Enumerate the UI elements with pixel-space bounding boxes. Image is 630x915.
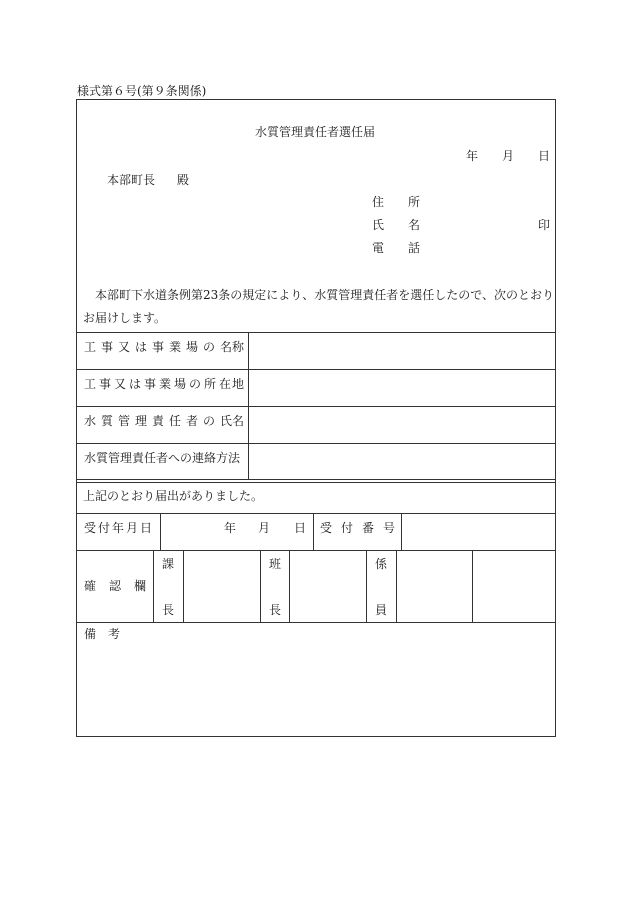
remarks-label-char: 備 <box>84 627 97 641</box>
receipt-date-label-char: 付 <box>98 521 111 535</box>
addressee-name: 本部町長 <box>107 173 156 187</box>
body-text-line2: お届けします。 <box>83 311 167 325</box>
seal-mark: 印 <box>538 218 551 232</box>
row-label-char: 事 <box>152 340 165 354</box>
confirm-label-char: 欄 <box>134 579 147 593</box>
receipt-note: 上記のとおり届出がありました。 <box>83 489 264 503</box>
date-month: 月 <box>502 149 515 163</box>
remarks-label-char: 考 <box>108 627 121 641</box>
team-leader-label: 長 <box>269 603 282 617</box>
form-code: 様式第６号(第９条関係) <box>77 84 207 98</box>
receipt-date-month: 月 <box>258 521 271 535</box>
row-label-char: 在 <box>219 377 232 391</box>
name-label-1: 氏 <box>372 218 385 232</box>
row-label-char: 又 <box>118 340 131 354</box>
date-day: 日 <box>538 149 551 163</box>
row-label-char: の <box>203 340 216 354</box>
body-text-line1: 本部町下水道条例第23条の規定により、水質管理責任者を選任したので、次のとおり <box>95 288 555 302</box>
row-label-char: 工 <box>84 377 97 391</box>
row-label-char: の <box>203 414 216 428</box>
row-label-char: 場 <box>174 377 187 391</box>
phone-label-1: 電 <box>372 241 385 255</box>
row-label-char: 水 <box>84 414 97 428</box>
receipt-date-label-char: 年 <box>112 521 125 535</box>
row-label-char: 事 <box>101 340 114 354</box>
row-label: 水質管理責任者への連絡方法 <box>84 451 241 465</box>
row-label-char: 称 <box>232 340 245 354</box>
row-label-char: 事 <box>99 377 112 391</box>
addressee-honorific: 殿 <box>177 173 190 187</box>
row-label-char: 理 <box>135 414 148 428</box>
row-label-char: の <box>189 377 202 391</box>
staff-label: 係 <box>375 557 388 571</box>
row-label-char: 者 <box>186 414 199 428</box>
receipt-date-day: 日 <box>294 521 307 535</box>
staff-label: 員 <box>375 603 388 617</box>
row-label-char: 名 <box>232 414 245 428</box>
row-label-char: 事 <box>144 377 157 391</box>
confirm-label-char: 確 <box>84 579 97 593</box>
row-label-char: 質 <box>101 414 114 428</box>
row-label-char: 所 <box>204 377 217 391</box>
row-label-char: 任 <box>169 414 182 428</box>
confirm-label-char: 認 <box>109 579 122 593</box>
row-label-char: 業 <box>159 377 172 391</box>
row-label-char: 工 <box>84 340 97 354</box>
receipt-date-year: 年 <box>224 521 237 535</box>
receipt-date-label-char: 月 <box>126 521 139 535</box>
row-label-char: 場 <box>186 340 199 354</box>
receipt-date-label-char: 受 <box>84 521 97 535</box>
section-chief-label: 課 <box>162 557 175 571</box>
phone-label-2: 話 <box>408 241 421 255</box>
form-title: 水質管理責任者選任届 <box>254 125 375 139</box>
team-leader-label: 班 <box>269 557 282 571</box>
row-label-char: 氏 <box>220 414 233 428</box>
receipt-number-label-char: 受 <box>320 521 333 535</box>
address-label-1: 住 <box>372 195 385 209</box>
address-label-2: 所 <box>408 195 421 209</box>
date-year: 年 <box>466 149 479 163</box>
row-label-char: は <box>135 340 148 354</box>
receipt-number-label-char: 番 <box>362 521 375 535</box>
row-label-char: 名 <box>220 340 233 354</box>
name-label-2: 名 <box>408 218 421 232</box>
row-label-char: 又 <box>114 377 127 391</box>
form-frame <box>76 99 556 737</box>
section-chief-label: 長 <box>162 603 175 617</box>
receipt-number-label-char: 号 <box>383 521 396 535</box>
row-label-char: は <box>129 377 142 391</box>
row-label-char: 地 <box>232 377 245 391</box>
row-label-char: 業 <box>169 340 182 354</box>
row-label-char: 責 <box>152 414 165 428</box>
receipt-date-label-char: 日 <box>140 521 153 535</box>
receipt-number-label-char: 付 <box>341 521 354 535</box>
row-label-char: 管 <box>118 414 131 428</box>
